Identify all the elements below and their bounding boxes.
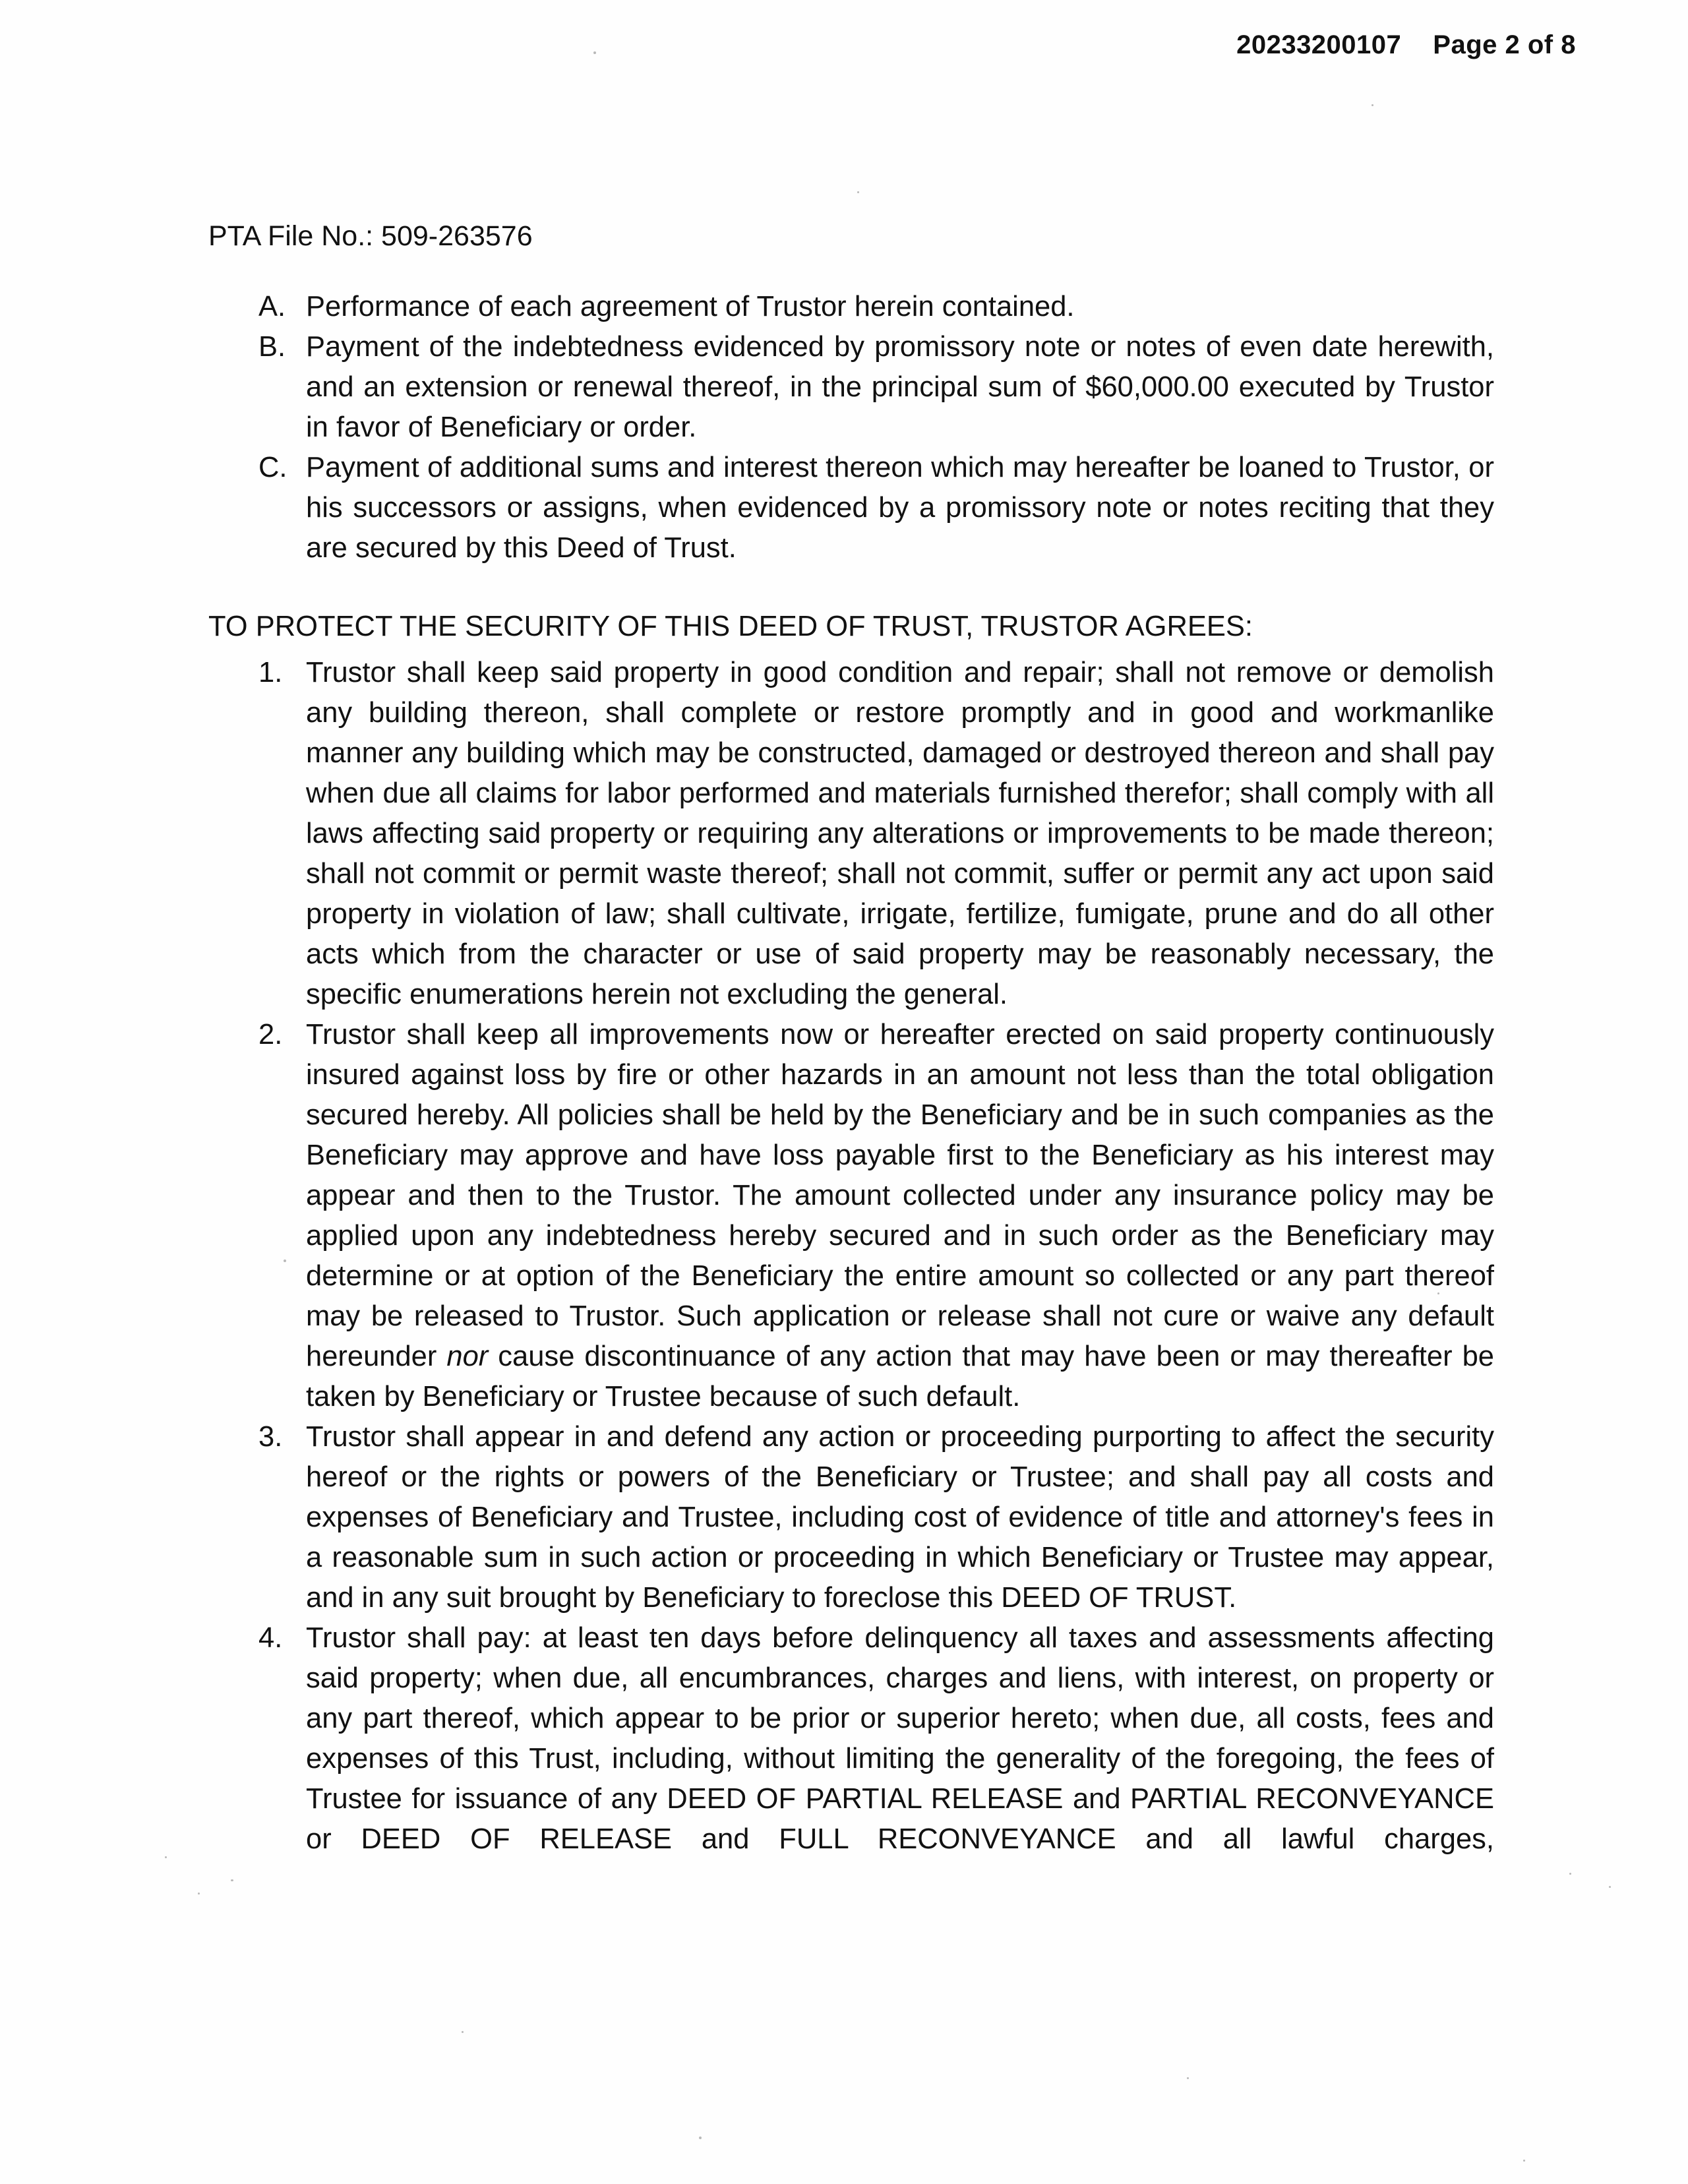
list-item-text: Trustor shall keep said property in good condition and repair; shall not remove or demolish any building thereon, shall complete or restore promptly and in good and workmanlike manner any building which may be constructed, damaged or destroyed thereon and shall pay when due all claims for labor performed and materials furnished therefor; shall comply with all laws affecting said property or requiring any alterations or improvements to be made thereon; shall not commit or permit waste thereof; shall not commit, suffer or permit any act upon said property in violation of law; shall cultivate, irrigate, fertilize, fumigate, prune and do all other acts which from the character or use of said property may be reasonably necessary, the specific enumerations herein not excluding the general. bbox=[306, 657, 1494, 1010]
scan-speck bbox=[1372, 104, 1373, 106]
list-item-text-part: cause discontinuance of any action that may have been or may thereafter be taken by Beneficiary or Trustee because of such default. bbox=[306, 1341, 1494, 1412]
scan-speck bbox=[462, 2031, 464, 2033]
list-item bbox=[208, 448, 1494, 568]
list-marker: B. bbox=[258, 331, 286, 363]
list-item bbox=[208, 327, 1494, 448]
emphasized-word: nor bbox=[446, 1341, 489, 1372]
scan-speck bbox=[284, 1259, 286, 1262]
list-item-text: Performance of each agreement of Trustor herein contained. bbox=[306, 291, 1075, 322]
scan-speck bbox=[1187, 2077, 1189, 2079]
scan-speck bbox=[1523, 2160, 1525, 2162]
file-number: PTA File No.: 509-263576 bbox=[208, 220, 533, 252]
page-header bbox=[1236, 30, 1576, 60]
list-item-text: Trustor shall pay: at least ten days before delinquency all taxes and assessments affecting said property; when due, all encumbrances, charges and liens, with interest, on property or any part thereof, which appear to be prior or superior hereto; when due, all costs, fees and expenses of this Trust, including, without limiting the generality of the foregoing, the fees of Trustee for issuance of any DEED OF PARTIAL RELEASE and PARTIAL RECONVEYANCE or DEED OF RELEASE and FULL RECONVEYANCE and all lawful charges, bbox=[306, 1622, 1494, 1855]
scan-speck bbox=[699, 2137, 702, 2139]
list-item bbox=[208, 653, 1494, 1015]
scan-speck bbox=[1569, 1873, 1571, 1875]
list-marker: A. bbox=[258, 291, 286, 322]
scan-speck bbox=[857, 191, 859, 193]
list-item-text: Trustor shall appear in and defend any action or proceeding purporting to affect the security hereof or the rights or powers of the Beneficiary or Trustee; and shall pay all costs and expenses of Beneficiary and Trustee, including cost of evidence of title and attorney's fees in a reasonable sum in such action or proceeding in which Beneficiary or Trustee may appear, and in any suit brought by Beneficiary to foreclose this DEED OF TRUST. bbox=[306, 1421, 1494, 1614]
scan-speck bbox=[165, 1856, 167, 1858]
list-marker: 1. bbox=[258, 657, 283, 688]
scan-speck bbox=[1609, 1886, 1611, 1888]
list-item bbox=[208, 1417, 1494, 1618]
document-number: 20233200107 bbox=[1236, 30, 1402, 59]
list-marker: C. bbox=[258, 452, 287, 483]
page-number: Page 2 of 8 bbox=[1433, 30, 1576, 59]
list-item bbox=[208, 1618, 1494, 1860]
scan-speck bbox=[198, 1893, 200, 1895]
list-item-text-part: Trustor shall keep all improvements now or hereafter erected on said property continuously insured against loss by fire or other hazards in an amount not less than the total obligation secured hereby. All policies shall be held by the Beneficiary and be in such companies as the Beneficiary may approve and have loss payable first to the Beneficiary as his interest may appear and then to the Trustor. The amount collected under any insurance policy may be applied upon any indebtedness hereby secured and in such order as the Beneficiary may determine or at option of the Beneficiary the entire amount so collected or any part thereof may be released to Trustor. Such application or release shall not cure or waive any default hereunder bbox=[306, 1019, 1494, 1372]
numbered-list bbox=[208, 653, 1494, 1860]
list-item-text: Payment of additional sums and interest thereon which may hereafter be loaned to Trustor, or his successors or assigns, when evidenced by a promissory note or notes reciting that they are secured by this Deed of Trust. bbox=[306, 452, 1494, 564]
list-marker: 2. bbox=[258, 1019, 283, 1050]
scan-speck bbox=[593, 51, 596, 54]
scan-speck bbox=[231, 1879, 233, 1881]
list-item bbox=[208, 287, 1494, 327]
lettered-list bbox=[208, 287, 1494, 568]
list-item-text bbox=[306, 1019, 1494, 1412]
section-heading: TO PROTECT THE SECURITY OF THIS DEED OF TRUST, TRUSTOR AGREES: bbox=[208, 611, 1253, 642]
list-item bbox=[208, 1015, 1494, 1417]
list-item-text: Payment of the indebtedness evidenced by promissory note or notes of even date herewith, and an extension or renewal thereof, in the principal sum of $60,000.00 executed by Trustor in favor of Beneficiary or order. bbox=[306, 331, 1494, 443]
list-marker: 4. bbox=[258, 1622, 283, 1654]
scan-speck bbox=[1437, 1292, 1439, 1294]
list-marker: 3. bbox=[258, 1421, 283, 1453]
